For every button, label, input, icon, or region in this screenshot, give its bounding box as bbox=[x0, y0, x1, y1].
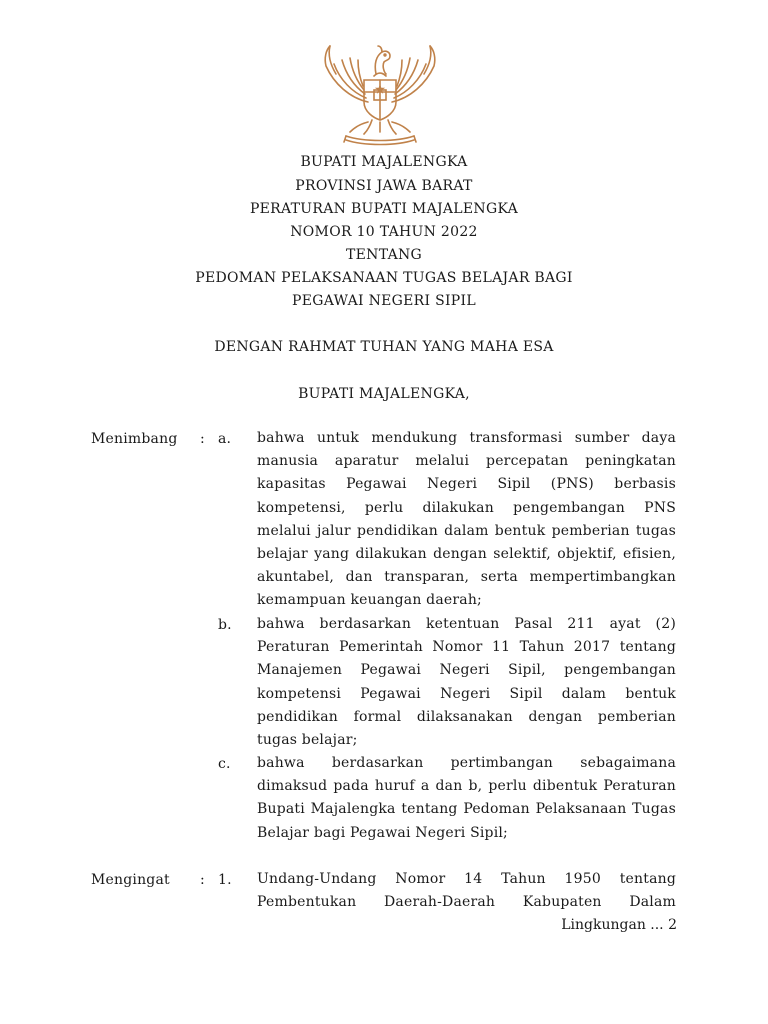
regulation-number: NOMOR 10 TAHUN 2022 bbox=[290, 224, 478, 240]
considering-paragraph-a: bahwa untuk mendukung transformasi sumber daya manusia aparatur melalui percepatan peningkatan kapasitas Pegawai Negeri Sipil (PNS) berbasis kompetensi, perlu dilakukan pengembangan PNS melalui jalur pendidikan dalam bentuk pemberian tugas belajar yang dilakukan dengan selektif, objektif, efisien, akuntabel, dan transparan, serta mempertimbangkan kemampuan keuangan daerah; bbox=[257, 430, 676, 609]
menimbang-colon: : bbox=[200, 431, 205, 447]
about-heading: TENTANG bbox=[345, 247, 423, 263]
legal-basis-paragraph-1: Undang-Undang Nomor 14 Tahun 1950 tentang Pembentukan Daerah-Daerah Kabupaten Dalam bbox=[257, 871, 676, 911]
issuer-heading: BUPATI MAJALENGKA, bbox=[298, 386, 470, 402]
invocation-heading: DENGAN RAHMAT TUHAN YANG MAHA ESA bbox=[214, 339, 554, 355]
regent-heading: BUPATI MAJALENGKA bbox=[300, 154, 468, 170]
item-marker-c: c. bbox=[218, 756, 231, 772]
next-page-catchword: Lingkungan ... 2 bbox=[561, 917, 677, 933]
item-marker-b: b. bbox=[218, 617, 232, 633]
considering-paragraph-c: bahwa berdasarkan pertimbangan sebagaimana dimaksud pada huruf a dan b, perlu dibentuk Peraturan Bupati Majalengka tentang Pedoman Pelaksanaan Tugas Belajar bagi Pegawai Negeri Sipil; bbox=[257, 755, 676, 841]
regulation-title: PERATURAN BUPATI MAJALENGKA bbox=[249, 201, 519, 217]
subject-line-2: PEGAWAI NEGERI SIPIL bbox=[292, 293, 476, 309]
subject-line-1: PEDOMAN PELAKSANAAN TUGAS BELAJAR BAGI bbox=[195, 270, 573, 286]
menimbang-label: Menimbang bbox=[91, 431, 178, 447]
mengingat-colon: : bbox=[200, 872, 205, 888]
mengingat-label: Mengingat bbox=[91, 872, 170, 888]
considering-paragraph-b: bahwa berdasarkan ketentuan Pasal 211 ayat (2) Peraturan Pemerintah Nomor 11 Tahun 2017 tentang Manajemen Pegawai Negeri Sipil, pengembangan kompetensi Pegawai Negeri Sipil dalam bentuk pendidikan formal dilaksanakan dengan pemberian tugas belajar; bbox=[257, 616, 676, 749]
item-marker-1: 1. bbox=[218, 872, 232, 888]
item-marker-a: a. bbox=[218, 431, 232, 447]
garuda-emblem-icon bbox=[316, 40, 444, 148]
province-heading: PROVINSI JAWA BARAT bbox=[295, 178, 473, 194]
